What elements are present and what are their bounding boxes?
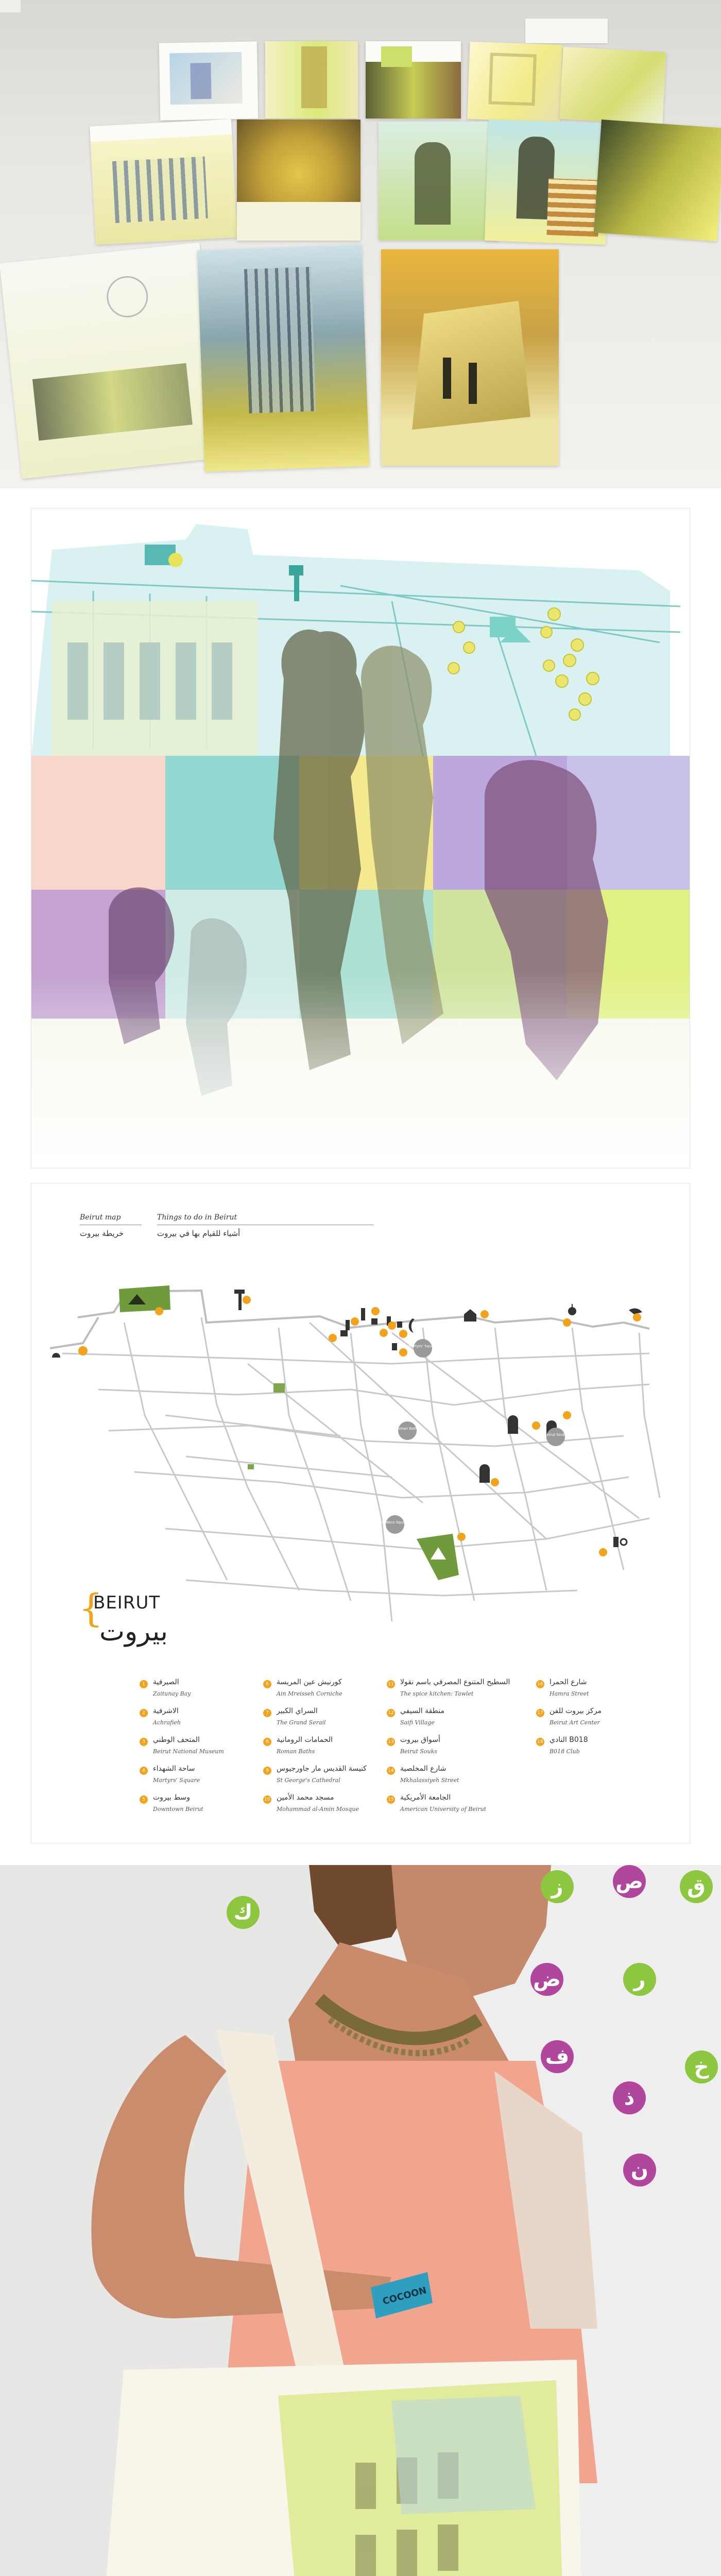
- postcard-4: [467, 42, 562, 122]
- legend-item: 18 النادي B018 B018 Club: [536, 1736, 655, 1760]
- legend-item: 3 المتحف الوطني Beirut National Museum: [140, 1736, 258, 1760]
- postcard-10: [594, 120, 721, 241]
- legend-item: 14 شارع المخلصية Mkhalassiyeh Street: [387, 1765, 505, 1789]
- legend-item: 9 كنيسة القديس مار جاورجيوس St George's Cathedral: [263, 1765, 382, 1789]
- letter-tag: ق: [680, 1870, 713, 1903]
- legend-item: 2 الاشرفية Achrafieh: [140, 1707, 258, 1732]
- letter-tag: ز: [541, 1870, 574, 1903]
- map-title-ar: خريطة بيروت: [80, 1229, 124, 1238]
- logo-text-en: BEIRUT: [93, 1592, 161, 1613]
- letter-tag: ك: [227, 1896, 260, 1929]
- postcard-9: [485, 120, 610, 245]
- legend-item: 13 أسواق بيروت Beirut Souks: [387, 1736, 505, 1760]
- label-roman-baths: Roman Baths: [395, 1427, 420, 1431]
- legend-item: 8 الحمامات الرومانية Roman Baths: [263, 1736, 382, 1760]
- logo-text-ar: بيروت: [99, 1616, 168, 1647]
- legend-item: 6 كورنيش عين المريسة Ain Mreisseh Corniche: [263, 1678, 382, 1703]
- postcard-13: [381, 249, 559, 466]
- poster-section: [0, 508, 721, 1168]
- wristband-label: COCOON: [381, 2285, 428, 2307]
- things-title-ar: أشياء للقيام بها في بيروت: [157, 1229, 241, 1238]
- postcard-2: [265, 41, 358, 118]
- paper-corner: [0, 0, 21, 12]
- map-title-en: Beirut map: [80, 1213, 121, 1222]
- legend-item: 12 منطقة السيفي Saifi Village: [387, 1707, 505, 1732]
- beirut-logo: [79, 1588, 202, 1660]
- legend: [31, 1678, 690, 1822]
- postcard-1: [159, 41, 259, 120]
- letter-tag: ض: [530, 1963, 563, 1996]
- legend-item: 1 الصيرفية Zaitunay Bay: [140, 1678, 258, 1703]
- label-sodeco-square: Sodeco Square: [381, 1520, 409, 1524]
- poster-collage-artwork: [31, 509, 690, 1168]
- postcard-3: [366, 41, 461, 118]
- paper-sheet: [525, 19, 608, 43]
- tote-bag-photo: [0, 1865, 721, 2576]
- postcards-photo: [0, 0, 721, 488]
- tote-photo-artwork: [0, 1865, 721, 2576]
- postcard-6: [90, 119, 237, 245]
- legend-item: 11 السطيح المتنوع المصرفي باسم نقولا The spice kitchen: Tawlet: [387, 1678, 531, 1703]
- postcard-5: [559, 47, 666, 124]
- letter-tag: ذ: [613, 2081, 646, 2114]
- map-section: [0, 1183, 721, 1843]
- letter-tag: ص: [613, 1865, 646, 1898]
- legend-item: 17 مركز بيروت للفن Beirut Art Center: [536, 1707, 655, 1732]
- postcard-7: [237, 120, 360, 241]
- legend-item: 4 ساحة الشهداء Martyrs' Square: [140, 1765, 258, 1789]
- beirut-map-sheet: [31, 1183, 690, 1843]
- postcard-11: [0, 243, 222, 479]
- legend-item: 16 شارع الحمرا Hamra Street: [536, 1678, 655, 1703]
- legend-item: 7 السراي الكبير The Grand Serail: [263, 1707, 382, 1732]
- label-martyrs-square: Martyrs' Square: [408, 1344, 437, 1348]
- postcard-12: [197, 245, 370, 472]
- label-beirut-souks: Beirut Souks: [544, 1433, 568, 1437]
- letter-tag: خ: [685, 2050, 718, 2083]
- postcard-8: [379, 122, 500, 240]
- logo-brace: {: [79, 1586, 104, 1631]
- letter-tag: ر: [623, 1963, 656, 1996]
- legend-item: 10 مسجد محمد الأمين Mohammad al-Amin Mosque: [263, 1793, 382, 1818]
- things-title-en: Things to do in Beirut: [157, 1213, 237, 1222]
- letter-tag: ن: [623, 2154, 656, 2187]
- collage-poster: [31, 508, 690, 1168]
- legend-item: 5 وسط بيروت Downtown Beirut: [140, 1793, 258, 1818]
- legend-item: 15 الجامعة الأمريكية American University of Beirut: [387, 1793, 531, 1818]
- letter-tag: ف: [541, 2040, 574, 2073]
